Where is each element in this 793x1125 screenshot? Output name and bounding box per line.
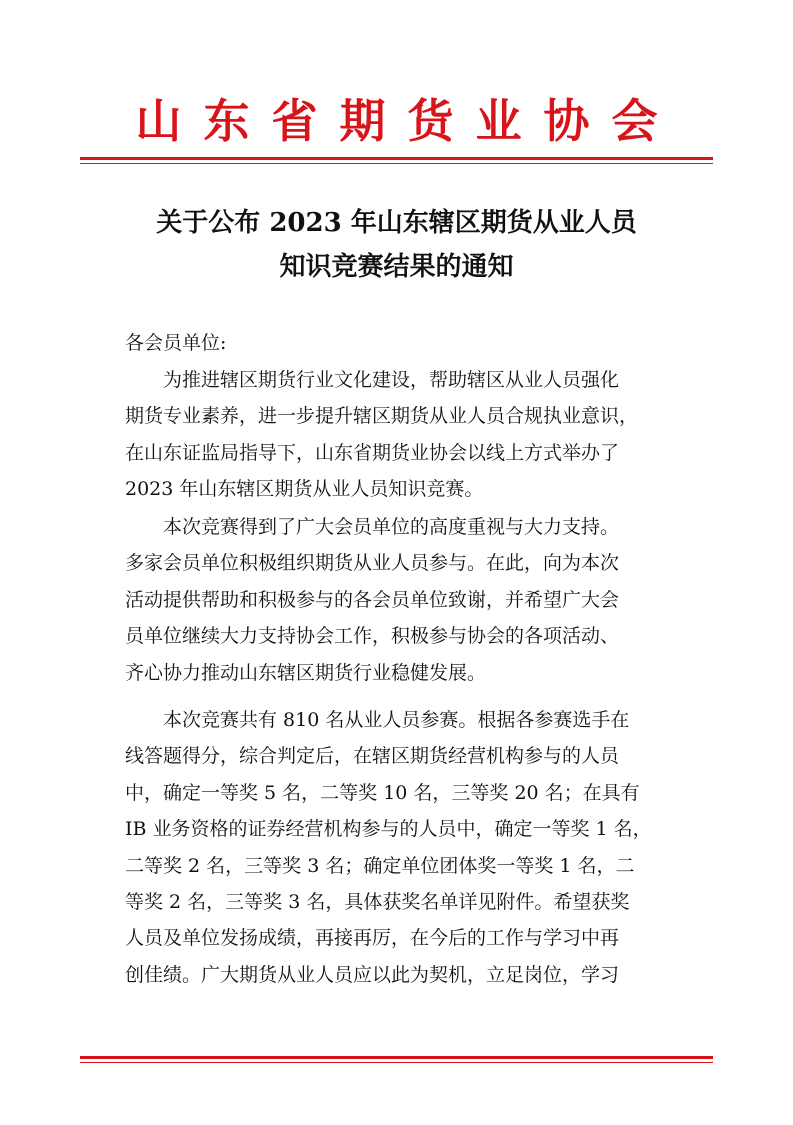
paragraph-line: 2023 年山东辖区期货从业人员知识竞赛。 [125,478,484,501]
paragraph-line: 人员及单位发扬成绩，再接再厉，在今后的工作与学习中再 [125,927,620,950]
paragraph-line: 为推进辖区期货行业文化建设，帮助辖区从业人员强化 [163,369,620,391]
paragraph-line: 创佳绩。广大期货从业人员应以此为契机，立足岗位，学习 [125,963,620,986]
body-paragraph-3 [125,702,681,993]
paragraph-line: 多家会员单位积极组织期货从业人员参与。在此，向为本次 [125,552,620,575]
salutation: 各会员单位: [125,332,227,354]
footer-rule-thick [80,1056,713,1059]
document-title-line-2: 知识竞赛结果的通知 [279,252,514,282]
paragraph-line: 员单位继续大力支持协会工作，积极参与协会的各项活动、 [125,625,620,648]
paragraph-line: IB 业务资格的证券经营机构参与的人员中，确定一等奖 1 名， [125,818,652,841]
footer-rule-thin [80,1062,713,1063]
body-paragraph-2 [125,509,681,691]
paragraph-line: 活动提供帮助和积极参与的各会员单位致谢，并希望广大会 [125,588,620,611]
org-header: 山东省期货业协会 [135,94,680,148]
document-title-line-1: 关于公布 2023 年山东辖区期货从业人员 [156,208,637,238]
paragraph-line: 本次竞赛得到了广大会员单位的高度重视与大力支持。 [163,516,620,538]
paragraph-line: 本次竞赛共有 810 名从业人员参赛。根据各参赛选手在 [163,709,630,731]
header-rule-thin [80,163,713,164]
paragraph-line: 期货专业素养，进一步提升辖区期货从业人员合规执业意识， [125,405,639,428]
paragraph-line: 二等奖 2 名，三等奖 3 名；确定单位团体奖一等奖 1 名，二 [125,854,635,877]
paragraph-line: 齐心协力推动山东辖区期货行业稳健发展。 [125,661,487,684]
paragraph-line: 中，确定一等奖 5 名，二等奖 10 名，三等奖 20 名；在具有 [125,781,640,804]
paragraph-line: 在山东证监局指导下，山东省期货业协会以线上方式举办了 [125,441,620,464]
document-title [100,201,693,289]
header-rule-thick [80,157,713,160]
body-paragraph-1 [125,362,681,508]
paragraph-line: 等奖 2 名，三等奖 3 名，具体获奖名单详见附件。希望获奖 [125,891,630,914]
paragraph-line: 线答题得分，综合判定后，在辖区期货经营机构参与的人员 [125,745,620,768]
